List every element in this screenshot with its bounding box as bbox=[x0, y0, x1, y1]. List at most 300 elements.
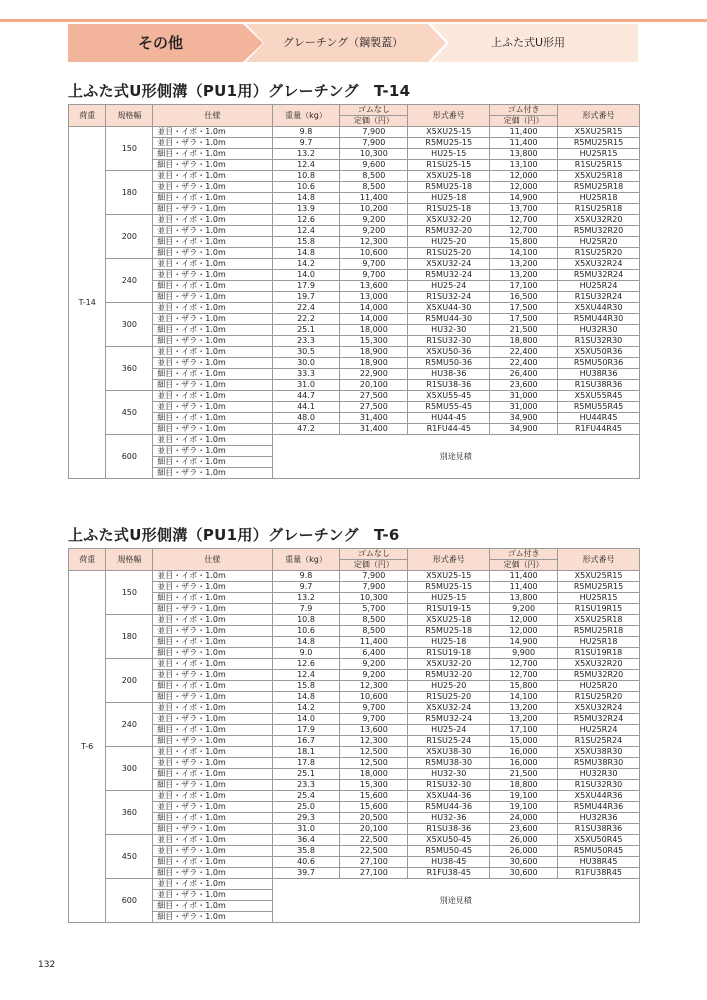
model-cell: R1SU19-15 bbox=[408, 604, 490, 615]
header-no-rubber: ゴムなし bbox=[340, 105, 408, 116]
price-rubber-cell: 13,200 bbox=[490, 270, 558, 281]
model-cell: R5MU55-45 bbox=[408, 402, 490, 413]
model-cell: X5XU38-30 bbox=[408, 747, 490, 758]
spec-cell: 並目・イボ・1.0m bbox=[153, 347, 272, 358]
spec-cell: 細目・イボ・1.0m bbox=[153, 457, 272, 468]
weight-cell: 12.4 bbox=[272, 226, 340, 237]
table-row bbox=[69, 171, 640, 182]
model-cell: R5MU44-30 bbox=[408, 314, 490, 325]
price-cell: 18,900 bbox=[340, 358, 408, 369]
table-row bbox=[69, 615, 640, 626]
model-rubber-cell: HU32R30 bbox=[558, 325, 640, 336]
model-rubber-cell: HU25R24 bbox=[558, 725, 640, 736]
model-rubber-cell: X5XU25R18 bbox=[558, 171, 640, 182]
price-rubber-cell: 21,500 bbox=[490, 325, 558, 336]
weight-cell: 44.7 bbox=[272, 391, 340, 402]
price-cell: 14,000 bbox=[340, 303, 408, 314]
model-cell: HU25-20 bbox=[408, 237, 490, 248]
weight-cell: 48.0 bbox=[272, 413, 340, 424]
model-cell: R5MU25-15 bbox=[408, 138, 490, 149]
width-cell: 240 bbox=[106, 703, 153, 747]
price-cell: 15,300 bbox=[340, 336, 408, 347]
price-cell: 10,300 bbox=[340, 149, 408, 160]
model-rubber-cell: R1SU25R20 bbox=[558, 248, 640, 259]
price-cell: 13,000 bbox=[340, 292, 408, 303]
price-rubber-cell: 12,700 bbox=[490, 226, 558, 237]
table-row bbox=[69, 714, 640, 725]
price-cell: 8,500 bbox=[340, 182, 408, 193]
model-cell: HU25-24 bbox=[408, 725, 490, 736]
spec-cell: 並目・イボ・1.0m bbox=[153, 791, 272, 802]
price-rubber-cell: 18,800 bbox=[490, 336, 558, 347]
width-cell: 300 bbox=[106, 747, 153, 791]
price-cell: 18,000 bbox=[340, 769, 408, 780]
header-load: 荷重 bbox=[69, 549, 106, 571]
header-load: 荷重 bbox=[69, 105, 106, 127]
price-rubber-cell: 12,000 bbox=[490, 182, 558, 193]
model-cell: R5MU38-30 bbox=[408, 758, 490, 769]
model-rubber-cell: R1SU25R20 bbox=[558, 692, 640, 703]
header-spec: 仕様 bbox=[153, 105, 272, 127]
price-rubber-cell: 26,000 bbox=[490, 846, 558, 857]
spec-cell: 細目・ザラ・1.0m bbox=[153, 604, 272, 615]
model-cell: R1FU44-45 bbox=[408, 424, 490, 435]
price-rubber-cell: 16,500 bbox=[490, 292, 558, 303]
header-width: 規格幅 bbox=[106, 549, 153, 571]
weight-cell: 15.8 bbox=[272, 681, 340, 692]
header-spec: 仕様 bbox=[153, 549, 272, 571]
table-row bbox=[69, 204, 640, 215]
price-rubber-cell: 11,400 bbox=[490, 571, 558, 582]
width-cell: 300 bbox=[106, 303, 153, 347]
price-cell: 6,400 bbox=[340, 648, 408, 659]
model-rubber-cell: X5XU25R15 bbox=[558, 127, 640, 138]
model-rubber-cell: X5XU50R45 bbox=[558, 835, 640, 846]
model-cell: R1SU32-24 bbox=[408, 292, 490, 303]
weight-cell: 14.8 bbox=[272, 692, 340, 703]
table-row bbox=[69, 303, 640, 314]
table-row bbox=[69, 281, 640, 292]
weight-cell: 9.0 bbox=[272, 648, 340, 659]
price-cell: 7,900 bbox=[340, 138, 408, 149]
price-cell: 20,500 bbox=[340, 813, 408, 824]
price-rubber-cell: 17,100 bbox=[490, 725, 558, 736]
price-cell: 12,500 bbox=[340, 747, 408, 758]
model-cell: R5MU44-36 bbox=[408, 802, 490, 813]
product-table-t14 bbox=[68, 104, 640, 479]
header-width: 規格幅 bbox=[106, 105, 153, 127]
model-rubber-cell: X5XU32R24 bbox=[558, 703, 640, 714]
price-cell: 7,900 bbox=[340, 571, 408, 582]
spec-cell: 細目・イボ・1.0m bbox=[153, 681, 272, 692]
model-rubber-cell: R5MU44R36 bbox=[558, 802, 640, 813]
price-cell: 10,200 bbox=[340, 204, 408, 215]
spec-cell: 細目・イボ・1.0m bbox=[153, 637, 272, 648]
table-row bbox=[69, 149, 640, 160]
width-cell: 180 bbox=[106, 615, 153, 659]
model-rubber-cell: R5MU25R15 bbox=[558, 138, 640, 149]
model-cell: R1SU32-30 bbox=[408, 780, 490, 791]
spec-cell: 細目・イボ・1.0m bbox=[153, 193, 272, 204]
breadcrumb-item-other[interactable]: その他 bbox=[137, 34, 183, 52]
spec-cell: 細目・イボ・1.0m bbox=[153, 593, 272, 604]
spec-cell: 並目・イボ・1.0m bbox=[153, 127, 272, 138]
model-rubber-cell: R1SU32R24 bbox=[558, 292, 640, 303]
model-cell: R1SU38-36 bbox=[408, 824, 490, 835]
model-rubber-cell: R5MU32R20 bbox=[558, 670, 640, 681]
model-rubber-cell: R1SU25R15 bbox=[558, 160, 640, 171]
price-cell: 10,600 bbox=[340, 248, 408, 259]
model-rubber-cell: HU25R18 bbox=[558, 637, 640, 648]
price-rubber-cell: 19,100 bbox=[490, 791, 558, 802]
spec-cell: 並目・ザラ・1.0m bbox=[153, 626, 272, 637]
price-rubber-cell: 22,400 bbox=[490, 358, 558, 369]
spec-cell: 並目・ザラ・1.0m bbox=[153, 358, 272, 369]
weight-cell: 44.1 bbox=[272, 402, 340, 413]
price-cell: 9,700 bbox=[340, 270, 408, 281]
header-model-rubber: 形式番号 bbox=[558, 105, 640, 127]
price-cell: 8,500 bbox=[340, 626, 408, 637]
table-row bbox=[69, 868, 640, 879]
price-cell: 12,500 bbox=[340, 758, 408, 769]
price-rubber-cell: 13,200 bbox=[490, 714, 558, 725]
table-row bbox=[69, 626, 640, 637]
model-cell: HU25-18 bbox=[408, 193, 490, 204]
spec-cell: 並目・ザラ・1.0m bbox=[153, 582, 272, 593]
model-cell: R1SU25-15 bbox=[408, 160, 490, 171]
model-rubber-cell: R1FU44R45 bbox=[558, 424, 640, 435]
price-rubber-cell: 14,900 bbox=[490, 637, 558, 648]
price-rubber-cell: 14,900 bbox=[490, 193, 558, 204]
weight-cell: 14.0 bbox=[272, 714, 340, 725]
spec-cell: 並目・ザラ・1.0m bbox=[153, 714, 272, 725]
weight-cell: 7.9 bbox=[272, 604, 340, 615]
table-row bbox=[69, 292, 640, 303]
header-price-rubber: 定価（円） bbox=[490, 560, 558, 571]
weight-cell: 36.4 bbox=[272, 835, 340, 846]
table-row bbox=[69, 637, 640, 648]
price-rubber-cell: 19,100 bbox=[490, 802, 558, 813]
table-row bbox=[69, 226, 640, 237]
weight-cell: 30.0 bbox=[272, 358, 340, 369]
model-cell: R1SU25-18 bbox=[408, 204, 490, 215]
price-cell: 9,200 bbox=[340, 670, 408, 681]
weight-cell: 31.0 bbox=[272, 380, 340, 391]
price-cell: 15,300 bbox=[340, 780, 408, 791]
spec-cell: 細目・ザラ・1.0m bbox=[153, 648, 272, 659]
header-no-rubber: ゴムなし bbox=[340, 549, 408, 560]
spec-cell: 細目・ザラ・1.0m bbox=[153, 292, 272, 303]
price-rubber-cell: 23,600 bbox=[490, 824, 558, 835]
model-cell: X5XU55-45 bbox=[408, 391, 490, 402]
price-rubber-cell: 13,100 bbox=[490, 160, 558, 171]
spec-cell: 細目・ザラ・1.0m bbox=[153, 424, 272, 435]
model-cell: X5XU25-15 bbox=[408, 571, 490, 582]
price-cell: 9,700 bbox=[340, 714, 408, 725]
header-weight: 重量（kg） bbox=[272, 105, 340, 127]
width-cell: 150 bbox=[106, 127, 153, 171]
weight-cell: 47.2 bbox=[272, 424, 340, 435]
table-title-t6: 上ふた式U形側溝（PU1用）グレーチング T-6 bbox=[68, 526, 400, 544]
breadcrumb-item-grating[interactable]: グレーチング（鋼製蓋） bbox=[282, 36, 404, 49]
weight-cell: 25.4 bbox=[272, 791, 340, 802]
table-row bbox=[69, 747, 640, 758]
model-rubber-cell: HU32R36 bbox=[558, 813, 640, 824]
spec-cell: 細目・ザラ・1.0m bbox=[153, 868, 272, 879]
spec-cell: 細目・イボ・1.0m bbox=[153, 325, 272, 336]
price-cell: 18,000 bbox=[340, 325, 408, 336]
model-cell: R1SU32-30 bbox=[408, 336, 490, 347]
weight-cell: 39.7 bbox=[272, 868, 340, 879]
model-cell: HU44-45 bbox=[408, 413, 490, 424]
price-rubber-cell: 16,000 bbox=[490, 758, 558, 769]
weight-cell: 19.7 bbox=[272, 292, 340, 303]
price-rubber-cell: 30,600 bbox=[490, 857, 558, 868]
weight-cell: 12.4 bbox=[272, 670, 340, 681]
model-rubber-cell: R1SU19R15 bbox=[558, 604, 640, 615]
model-rubber-cell: R1SU32R30 bbox=[558, 336, 640, 347]
spec-cell: 並目・イボ・1.0m bbox=[153, 391, 272, 402]
model-cell: R1FU38-45 bbox=[408, 868, 490, 879]
table-row bbox=[69, 659, 640, 670]
model-cell: R5MU25-15 bbox=[408, 582, 490, 593]
price-cell: 27,500 bbox=[340, 391, 408, 402]
model-cell: X5XU44-36 bbox=[408, 791, 490, 802]
price-cell: 11,400 bbox=[340, 637, 408, 648]
spec-cell: 細目・ザラ・1.0m bbox=[153, 380, 272, 391]
weight-cell: 15.8 bbox=[272, 237, 340, 248]
price-rubber-cell: 13,800 bbox=[490, 149, 558, 160]
breadcrumb-item-u-type[interactable]: 上ふた式U形用 bbox=[490, 36, 566, 49]
price-rubber-cell: 13,200 bbox=[490, 259, 558, 270]
spec-cell: 並目・イボ・1.0m bbox=[153, 571, 272, 582]
price-rubber-cell: 12,000 bbox=[490, 171, 558, 182]
spec-cell: 細目・ザラ・1.0m bbox=[153, 160, 272, 171]
price-cell: 22,500 bbox=[340, 846, 408, 857]
spec-cell: 並目・イボ・1.0m bbox=[153, 215, 272, 226]
table-row bbox=[69, 424, 640, 435]
price-cell: 14,000 bbox=[340, 314, 408, 325]
table-row bbox=[69, 681, 640, 692]
weight-cell: 9.8 bbox=[272, 571, 340, 582]
header-with-rubber: ゴム付き bbox=[490, 549, 558, 560]
table-row bbox=[69, 380, 640, 391]
price-rubber-cell: 11,400 bbox=[490, 138, 558, 149]
price-cell: 9,700 bbox=[340, 259, 408, 270]
model-rubber-cell: X5XU25R18 bbox=[558, 615, 640, 626]
weight-cell: 14.8 bbox=[272, 637, 340, 648]
model-rubber-cell: R1SU25R24 bbox=[558, 736, 640, 747]
price-cell: 7,900 bbox=[340, 127, 408, 138]
width-cell: 450 bbox=[106, 835, 153, 879]
top-accent-line bbox=[0, 19, 707, 22]
price-cell: 9,600 bbox=[340, 160, 408, 171]
spec-cell: 並目・イボ・1.0m bbox=[153, 435, 272, 446]
price-rubber-cell: 34,900 bbox=[490, 424, 558, 435]
table-row bbox=[69, 248, 640, 259]
price-cell: 13,600 bbox=[340, 725, 408, 736]
product-table-t6 bbox=[68, 548, 640, 923]
model-rubber-cell: X5XU55R45 bbox=[558, 391, 640, 402]
weight-cell: 29.3 bbox=[272, 813, 340, 824]
model-rubber-cell: R5MU55R45 bbox=[558, 402, 640, 413]
table-row bbox=[69, 824, 640, 835]
header-model: 形式番号 bbox=[408, 549, 490, 571]
weight-cell: 16.7 bbox=[272, 736, 340, 747]
weight-cell: 23.3 bbox=[272, 336, 340, 347]
weight-cell: 40.6 bbox=[272, 857, 340, 868]
table-row bbox=[69, 604, 640, 615]
price-rubber-cell: 13,700 bbox=[490, 204, 558, 215]
model-cell: X5XU25-18 bbox=[408, 615, 490, 626]
price-rubber-cell: 17,500 bbox=[490, 314, 558, 325]
header-with-rubber: ゴム付き bbox=[490, 105, 558, 116]
spec-cell: 細目・ザラ・1.0m bbox=[153, 824, 272, 835]
price-rubber-cell: 16,000 bbox=[490, 747, 558, 758]
price-rubber-cell: 30,600 bbox=[490, 868, 558, 879]
model-cell: X5XU44-30 bbox=[408, 303, 490, 314]
weight-cell: 17.9 bbox=[272, 281, 340, 292]
model-rubber-cell: R1FU38R45 bbox=[558, 868, 640, 879]
table-row bbox=[69, 138, 640, 149]
price-rubber-cell: 23,600 bbox=[490, 380, 558, 391]
spec-cell: 並目・イボ・1.0m bbox=[153, 659, 272, 670]
spec-cell: 並目・イボ・1.0m bbox=[153, 171, 272, 182]
price-rubber-cell: 14,100 bbox=[490, 692, 558, 703]
weight-cell: 9.7 bbox=[272, 138, 340, 149]
spec-cell: 細目・イボ・1.0m bbox=[153, 149, 272, 160]
weight-cell: 9.7 bbox=[272, 582, 340, 593]
spec-cell: 並目・ザラ・1.0m bbox=[153, 402, 272, 413]
model-cell: HU25-24 bbox=[408, 281, 490, 292]
table-row bbox=[69, 127, 640, 138]
width-cell: 200 bbox=[106, 215, 153, 259]
header-weight: 重量（kg） bbox=[272, 549, 340, 571]
model-rubber-cell: R5MU32R24 bbox=[558, 714, 640, 725]
weight-cell: 31.0 bbox=[272, 824, 340, 835]
price-cell: 12,300 bbox=[340, 237, 408, 248]
spec-cell: 並目・イボ・1.0m bbox=[153, 303, 272, 314]
weight-cell: 10.8 bbox=[272, 171, 340, 182]
price-cell: 22,900 bbox=[340, 369, 408, 380]
model-cell: X5XU32-20 bbox=[408, 659, 490, 670]
price-rubber-cell: 12,000 bbox=[490, 626, 558, 637]
spec-cell: 並目・ザラ・1.0m bbox=[153, 226, 272, 237]
weight-cell: 17.8 bbox=[272, 758, 340, 769]
spec-cell: 並目・ザラ・1.0m bbox=[153, 314, 272, 325]
price-cell: 31,400 bbox=[340, 413, 408, 424]
spec-cell: 細目・イボ・1.0m bbox=[153, 901, 272, 912]
load-cell: T-6 bbox=[69, 571, 106, 923]
table-row bbox=[69, 259, 640, 270]
table-row bbox=[69, 780, 640, 791]
model-rubber-cell: HU25R20 bbox=[558, 237, 640, 248]
model-cell: R5MU25-18 bbox=[408, 182, 490, 193]
model-rubber-cell: R5MU25R15 bbox=[558, 582, 640, 593]
weight-cell: 23.3 bbox=[272, 780, 340, 791]
model-cell: R1SU25-24 bbox=[408, 736, 490, 747]
table-row bbox=[69, 758, 640, 769]
spec-cell: 細目・ザラ・1.0m bbox=[153, 780, 272, 791]
price-rubber-cell: 9,200 bbox=[490, 604, 558, 615]
model-cell: X5XU50-45 bbox=[408, 835, 490, 846]
spec-cell: 並目・イボ・1.0m bbox=[153, 703, 272, 714]
spec-cell: 並目・イボ・1.0m bbox=[153, 879, 272, 890]
weight-cell: 22.2 bbox=[272, 314, 340, 325]
spec-cell: 並目・イボ・1.0m bbox=[153, 835, 272, 846]
model-rubber-cell: R1SU38R36 bbox=[558, 380, 640, 391]
price-cell: 27,500 bbox=[340, 402, 408, 413]
model-cell: R5MU32-20 bbox=[408, 670, 490, 681]
price-rubber-cell: 31,000 bbox=[490, 391, 558, 402]
spec-cell: 細目・ザラ・1.0m bbox=[153, 912, 272, 923]
spec-cell: 並目・ザラ・1.0m bbox=[153, 270, 272, 281]
model-rubber-cell: HU38R45 bbox=[558, 857, 640, 868]
width-cell: 150 bbox=[106, 571, 153, 615]
spec-cell: 並目・ザラ・1.0m bbox=[153, 846, 272, 857]
spec-cell: 細目・イボ・1.0m bbox=[153, 813, 272, 824]
weight-cell: 14.8 bbox=[272, 193, 340, 204]
table-row bbox=[69, 769, 640, 780]
table-row bbox=[69, 193, 640, 204]
price-rubber-cell: 11,400 bbox=[490, 582, 558, 593]
price-rubber-cell: 11,400 bbox=[490, 127, 558, 138]
spec-cell: 並目・イボ・1.0m bbox=[153, 747, 272, 758]
price-cell: 10,300 bbox=[340, 593, 408, 604]
model-rubber-cell: R5MU50R45 bbox=[558, 846, 640, 857]
model-rubber-cell: R1SU19R18 bbox=[558, 648, 640, 659]
width-cell: 450 bbox=[106, 391, 153, 435]
weight-cell: 13.9 bbox=[272, 204, 340, 215]
table-row bbox=[69, 413, 640, 424]
model-cell: R5MU50-45 bbox=[408, 846, 490, 857]
price-rubber-cell: 15,800 bbox=[490, 681, 558, 692]
model-rubber-cell: HU38R36 bbox=[558, 369, 640, 380]
price-cell: 8,500 bbox=[340, 171, 408, 182]
price-rubber-cell: 26,000 bbox=[490, 835, 558, 846]
model-rubber-cell: R1SU38R36 bbox=[558, 824, 640, 835]
price-cell: 20,100 bbox=[340, 380, 408, 391]
spec-cell: 細目・ザラ・1.0m bbox=[153, 692, 272, 703]
weight-cell: 14.0 bbox=[272, 270, 340, 281]
table-row bbox=[69, 270, 640, 281]
table-row bbox=[69, 369, 640, 380]
model-rubber-cell: HU25R15 bbox=[558, 593, 640, 604]
weight-cell: 14.2 bbox=[272, 703, 340, 714]
weight-cell: 14.2 bbox=[272, 259, 340, 270]
model-rubber-cell: R5MU25R18 bbox=[558, 626, 640, 637]
table-row bbox=[69, 703, 640, 714]
load-cell: T-14 bbox=[69, 127, 106, 479]
model-cell: X5XU25-15 bbox=[408, 127, 490, 138]
model-cell: X5XU32-20 bbox=[408, 215, 490, 226]
model-cell: R5MU50-36 bbox=[408, 358, 490, 369]
model-rubber-cell: R5MU44R30 bbox=[558, 314, 640, 325]
width-cell: 600 bbox=[106, 435, 153, 479]
spec-cell: 並目・ザラ・1.0m bbox=[153, 182, 272, 193]
table-row bbox=[69, 813, 640, 824]
model-rubber-cell: X5XU25R15 bbox=[558, 571, 640, 582]
price-rubber-cell: 34,900 bbox=[490, 413, 558, 424]
table-row bbox=[69, 237, 640, 248]
price-cell: 18,900 bbox=[340, 347, 408, 358]
spec-cell: 並目・ザラ・1.0m bbox=[153, 446, 272, 457]
spec-cell: 並目・ザラ・1.0m bbox=[153, 802, 272, 813]
width-cell: 180 bbox=[106, 171, 153, 215]
spec-cell: 細目・イボ・1.0m bbox=[153, 237, 272, 248]
width-cell: 600 bbox=[106, 879, 153, 923]
model-cell: HU25-15 bbox=[408, 593, 490, 604]
